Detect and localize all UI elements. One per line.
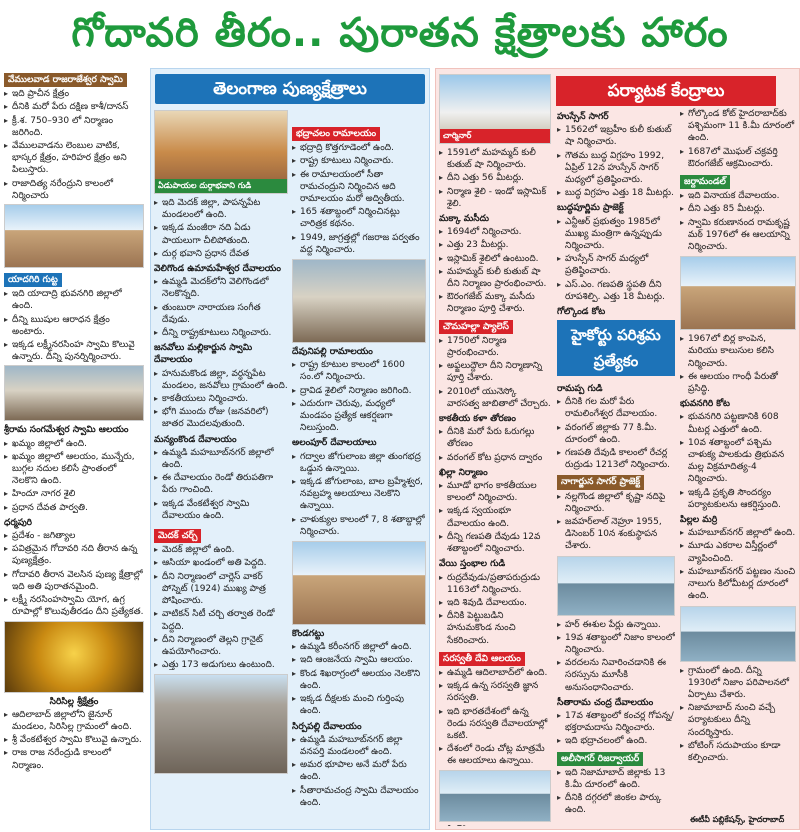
- list-item: ▸ ఇక్కడ జోగులాంబ, బాల బ్రహ్మేశ్వర, నవబ్రహ్మ ఆలయాలు నెలకొని ఉన్నాయి.: [292, 476, 426, 513]
- list-item: ▸ గణపతి దేవుడి కాలంలో రేచర్ల రుద్రుడు 1213లో నిర్మించారు.: [557, 447, 675, 471]
- list-item: ▸ ఎత్తు 173 అడుగులు ఉంటుంది.: [154, 659, 288, 671]
- section-title: పిల్లల మర్రి: [680, 515, 718, 526]
- list-item: ▸ ఈ ఆలయం గాంధీ పేరుతో ప్రసిద్ధి.: [680, 371, 796, 395]
- bullet-list: [680, 411, 796, 511]
- sirisilla-deity-photo: [4, 621, 144, 693]
- list-item: ▸ మూడు ఎకరాల విస్తీర్ణంలో వ్యాపించింది.: [680, 540, 796, 564]
- section-title: వేయి స్తంభాల గుడి: [439, 559, 506, 570]
- section-title: భువనగిరి కోట: [680, 399, 730, 410]
- list-item: ▸ గోల్కొండ కోట్ హైదరాబాద్‌కు పశ్చిమంగా 11 కి.మీ దూరంలో ఉంది.: [680, 108, 796, 145]
- list-item: ▸ గద్వాల జోగులాంబ జిల్లా తుంగభద్ర ఒడ్డున ఉన్నాయి.: [292, 451, 426, 475]
- section-title: సిర్పపల్లి దేవాలయం: [292, 721, 362, 732]
- section-title: సరస్వతీ దేవి ఆలయం: [439, 652, 525, 666]
- list-item: ▸ దుర్గ భవాని ప్రధాన దేవత: [154, 248, 288, 260]
- list-item: ▸ ఇది మెదక్ జిల్లా, పాపన్నపేట మండలంలో ఉంది.: [154, 197, 288, 221]
- section-title: వేములవాడ రాజరాజేశ్వర స్వామి: [4, 73, 127, 87]
- list-item: ▸ మహబూబ్‌నగర్ జిల్లాలో ఉంది.: [680, 527, 796, 539]
- section-title: రామప్ప గుడి: [557, 384, 603, 394]
- bullet-list: [4, 288, 144, 363]
- list-item: ▸ ఖమ్మం జిల్లాలో ఉంది.: [4, 438, 144, 450]
- bullet-list: [292, 451, 426, 538]
- list-item: ▸ అమర భూపాల అనే మరో పేరు ఉంది.: [292, 759, 426, 783]
- column-5: [557, 108, 675, 318]
- list-item: ▸ జవహర్‌లాల్ నెహ్రూ 1955, డిసెంబర్ 10న శంకుస్థాపన చేశారు.: [557, 516, 675, 553]
- list-item: ▸ దీన్ని రాష్ట్రకూటులు నిర్మించారు.: [154, 327, 288, 339]
- list-item: ▸ రాష్ట్ర కూటులు నిర్మించారు.: [292, 155, 426, 167]
- list-item: ▸ కొండ శిఖరాగ్రంలో ఆలయం నెలకొని ఉంది.: [292, 668, 426, 692]
- list-item: ▸ భువనగిరి పట్టణానికి 608 మీటర్ల ఎత్తులో ఉంది.: [680, 411, 796, 435]
- list-item: ▸ చాళుక్యుల కాలంలో 7, 8 శతాబ్దాల్లో నిర్మించారు.: [292, 514, 426, 538]
- photo-caption: చార్మినార్: [440, 129, 550, 143]
- bullet-list: [292, 734, 426, 809]
- list-item: ▸ లక్ష్మీ నరసింహస్వామి యోగ, ఉగ్ర రూపాల్లో కొలువుతీరడం దీని ప్రత్యేకత.: [4, 594, 144, 618]
- kondagattu-temple-photo: [292, 541, 426, 625]
- bullet-list: [557, 491, 675, 553]
- list-item: ▸ క్రీ.శ. 750–930 లో నిర్మాణం జరిగింది.: [4, 115, 144, 139]
- section-title: గోల్కొండ కోట: [557, 307, 606, 318]
- section-title: హుస్సేన్ సాగర్: [557, 112, 609, 122]
- list-item: ▸ ఉమ్మడి మెదక్‌లోని వెలిగొండలో నెలకొన్నది.: [154, 276, 288, 300]
- list-item: ▸ ఇది ప్రాచీన క్షేత్రం: [4, 88, 144, 100]
- list-item: ▸ 1967లో బిర్ల కాంపెన, మరియు కాలుసుల కలిసి నిర్మించారు.: [680, 333, 796, 370]
- list-item: ▸ భద్రాద్రి కొత్తగూడెంలో ఉంది.: [292, 142, 426, 154]
- section-title: కొండగట్టు: [292, 629, 325, 640]
- nagarjuna-sagar-dam-photo: [557, 556, 675, 616]
- section-title: అలంపూర్ దేవాలయాలు: [292, 438, 377, 449]
- column-5b: [557, 380, 675, 828]
- bullet-list: [680, 333, 796, 395]
- bullet-list: [680, 527, 796, 602]
- bullet-list: [439, 335, 551, 410]
- bullet-list: [154, 447, 288, 522]
- bullet-list: [439, 426, 551, 464]
- bullet-list: [154, 197, 288, 260]
- list-item: ▸ ఇది నిజామాబాద్ జిల్లాకు 13 కి.మీ దూరంలో ఉంది.: [557, 767, 675, 791]
- list-item: ▸ ఇది వినాయక దేవాలయం.: [680, 190, 796, 202]
- list-item: ▸ రాష్ట్ర కూటుల కాలంలో 1600 సం.లో నిర్మించారు.: [292, 359, 426, 383]
- list-item: ▸ కాకతీయులు నిర్మించారు.: [154, 393, 288, 405]
- list-item: ▸ ఇక్కడ లక్ష్మీనరసింహ స్వామి కొలువై ఉన్నారు. దీన్ని పునర్నిర్మించారు.: [4, 339, 144, 363]
- list-item: ▸ 2010లో యునెస్కో వారసత్వ జాబితాలో చేర్చారు.: [439, 386, 551, 410]
- section-title: దేవునిపల్లి రామాలయం: [292, 347, 373, 358]
- list-item: ▸ హిందూ నాగర శైలి: [4, 488, 144, 500]
- list-item: ▸ నల్లగొండ జిల్లాలో కృష్ణా నదిపై నిర్మించారు.: [557, 491, 675, 515]
- bullet-list: [4, 530, 144, 618]
- list-item: ▸ ద్రావిడ శైలిలో నిర్మాణం జరిగింది.: [292, 385, 426, 397]
- list-item: ▸ ఇక్కడ ఉన్న సరస్వతి జ్ఞాన సరస్వతి.: [439, 680, 551, 704]
- list-item: ▸ 1694లో నిర్మించారు.: [439, 226, 551, 238]
- section-title: శ్రీరామ సంగమేశ్వర స్వామి ఆలయం: [4, 425, 129, 436]
- section-title: జనవోలు మల్లికార్జున స్వామి దేవాలయం: [154, 343, 253, 366]
- list-item: ▸ ప్రధాన దేవత పార్వతి.: [4, 502, 144, 514]
- medak-church-photo: [154, 674, 288, 774]
- tourism-heading: పర్యాటక కేంద్రాలు: [556, 76, 776, 106]
- list-item: ▸ శ్రీ వేంకటేశ్వర స్వామి కొలువై ఉన్నారు.: [4, 734, 144, 746]
- list-item: ▸ అఫ్జలుద్దౌలా దీని నిర్మాణాన్ని పూర్తి చేశారు.: [439, 360, 551, 384]
- bullet-list: [680, 108, 796, 170]
- bullet-list: [680, 190, 796, 253]
- list-item: ▸ ఉమ్మడి కరీంనగర్ జిల్లాలో ఉంది.: [292, 641, 426, 653]
- page-title: గోదావరి తీరం.. పురాతన క్షేత్రాలకు హారం: [71, 10, 729, 56]
- list-item: ▸ దీన్ని గణపతి దేవుడు 12వ శతాబ్దంలో నిర్మించారు.: [439, 531, 551, 555]
- list-item: ▸ మహమ్మద్ కులీ కుతుబ్ షా దీని నిర్మాణం ప్రారంభించారు.: [439, 266, 551, 290]
- list-item: ▸ గౌతమ బుద్ధ విగ్రహం 1992, ఏప్రిల్ 12న హుస్సేన్ సాగర్ మధ్యలో ప్రతిష్ఠించారు.: [557, 150, 675, 187]
- list-item: ▸ నిజామాబాద్ నుంచి వచ్చే పర్యాటకులు దీన్ని సందర్శిస్తారు.: [680, 702, 796, 739]
- list-item: ▸ ఖమ్మం జిల్లాలో ఆలయం, మున్నేరు, బుగ్గల నదుల కలిసే ప్రాంతంలో నెలకొని ఉంది.: [4, 451, 144, 488]
- bullet-list: [154, 368, 288, 431]
- list-item: ▸ ఇది భారతదేశంలో ఉన్న రెండు సరస్వతి దేవాలయాల్లో ఒకటి.: [439, 706, 551, 743]
- list-item: ▸ ఇక్కడ స్వయంభూ దేవాలయం ఉంది.: [439, 505, 551, 529]
- alisagar-reservoir-photo: [680, 606, 796, 662]
- list-item: ▸ వరంగల్ కోట ప్రధాన ద్వారం: [439, 452, 551, 464]
- column-1: [4, 70, 144, 830]
- list-item: ▸ ఇక్కడ దీక్షలకు మంచి గుర్తింపు ఉంది.: [292, 693, 426, 717]
- list-item: ▸ దీనికి మరో పేరు దక్షిణ కాశీ/దానస్: [4, 101, 144, 113]
- column-2: [154, 110, 288, 828]
- list-item: ▸ 17వ శతాబ్దంలో కంచర్ల గోపన్న/భక్తరామదాసు నిర్మించారు.: [557, 710, 675, 734]
- list-item: ▸ దీనికి గల మరో పేరు రామలింగేశ్వర దేవాలయం.: [557, 396, 675, 420]
- bullet-list: [557, 767, 675, 817]
- list-item: ▸ ఇక్కడి ప్రకృతి సౌందర్యం పర్యాటకులను ఆకర్షిస్తుంది.: [680, 487, 796, 511]
- list-item: ▸ ఎస్.ఎం. గణపతి స్థపతి దీని రూపశిల్పి. ఎత్తు 18 మీటర్లు.: [557, 279, 675, 303]
- section-title: భద్రాచలం రామాలయం: [292, 127, 380, 141]
- section-title: నాగార్జున సాగర్ ప్రాజెక్ట్: [557, 475, 644, 489]
- shamirpet-lake-photo: [439, 770, 551, 822]
- list-item: ▸ ఎదురుగా చెరువు, మధ్యలో మండపం ప్రత్యేక ఆకర్షణగా నిలుస్తుంది.: [292, 398, 426, 435]
- list-item: ▸ బోటింగ్ సదుపాయం కూడా కల్పించారు.: [680, 740, 796, 764]
- section-title: బుద్ధపూర్ణిమ ప్రాజెక్ట్: [557, 203, 624, 214]
- highcourt-heading: హైకోర్టు పరిశ్రమ ప్రత్యేకం: [557, 320, 675, 376]
- column-6: [680, 108, 796, 814]
- list-item: ▸ వాటికన్ సిటీ చర్చి తర్వాత రెండో పెద్దది.: [154, 608, 288, 632]
- list-item: ▸ నిర్మాణ శైలి - ఇండో ఇస్లామిక్ శైలి.: [439, 186, 551, 210]
- bullet-list: [557, 710, 675, 748]
- list-item: ▸ దీనికి దగ్గరలో జింకల పార్కు ఉంది.: [557, 792, 675, 816]
- section-title: ఖిల్లా నిర్మాణం: [439, 467, 488, 478]
- column-3: [292, 124, 426, 828]
- bullet-list: [439, 572, 551, 647]
- section-title: అలీసాగర్ రిజర్వాయర్: [557, 752, 643, 766]
- list-item: ▸ ఇది యాదాద్రి భువనగిరి జిల్లాలో ఉంది.: [4, 288, 144, 312]
- list-item: ▸ హనుమకొండ జిల్లా, వర్ధన్నపేట మండలం, జనవోలు గ్రామంలో ఉంది.: [154, 368, 288, 392]
- list-item: ▸ గోదావరి తీరాన వెలసిన పుణ్య క్షేత్రాల్లో ఇది అతి పురాతనమైంది.: [4, 569, 144, 593]
- list-item: ▸ 1949, జాగ్రత్తల్లో గజరాజ పర్వతం వద్ద నిర్మించారు.: [292, 232, 426, 256]
- list-item: ▸ మహబూబ్‌నగర్ పట్టణం నుంచి నాలుగు కిలోమీటర్ల దూరంలో ఉంది.: [680, 566, 796, 603]
- list-item: ▸ ఎన్టీఆర్ ప్రభుత్వం 1985లో ముఖ్య మంత్రిగా ఉన్నప్పుడు నిర్మించారు.: [557, 216, 675, 253]
- list-item: ▸ 1562లో ఇబ్రహీం కులీ కుతుబ్ షా నిర్మించారు.: [557, 124, 675, 148]
- birla-mandir-photo: [680, 256, 796, 330]
- list-item: ▸ హుస్సేన్ సాగర్ మధ్యలో ప్రతిష్ఠించారు.: [557, 253, 675, 277]
- list-item: ▸ 1750లో నిర్మాణ ప్రారంభించారు.: [439, 335, 551, 359]
- section-title: ధర్మపురి: [4, 517, 33, 528]
- list-item: ▸ ఈ రామాలయంలో సీతా రామచంద్రుని నిర్మించిన ఆది రామాలయం మరో అద్వితీయ.: [292, 169, 426, 206]
- bullet-list: [557, 396, 675, 471]
- section-title: మెదక్ చర్చ్: [154, 529, 201, 543]
- section-title: [439, 825, 551, 826]
- list-item: ▸ దేశంలో రెండు చోట్ల మాత్రమే ఈ ఆలయాలు ఉన్నాయి.: [439, 743, 551, 767]
- bullet-list: [292, 142, 426, 256]
- list-item: ▸ ప్రదేశం - జగిత్యాల: [4, 530, 144, 542]
- list-item: ▸ ఉమ్మడి ఆదిలాబాద్‌లో ఉంది.: [439, 667, 551, 679]
- yadagirigutta-photo: [4, 365, 144, 421]
- bullet-list: [4, 438, 144, 514]
- list-item: ▸ ఈ దేవాలయం రెండో తిరుపతిగా పేరు గాంచింది.: [154, 472, 288, 496]
- list-item: ▸ ఇది భద్రాచలంలో ఉంది.: [557, 735, 675, 747]
- list-item: ▸ దీని నిర్మాణంలో చార్లెస్ వాకర్ పోస్నెట్ (1924) ముఖ్య పాత్ర పోషించారు.: [154, 571, 288, 608]
- list-item: ▸ స్వామి కరుణానంద రామకృష్ణ మఠ్ 1976లో ఈ ఆలయాన్ని నిర్మించారు.: [680, 217, 796, 254]
- list-item: ▸ ఆదిలాబాద్ జిల్లాలోని జైనూర్ మండలం, సిరిసిల్ల గ్రామంలో ఉంది.: [4, 709, 144, 733]
- list-item: ▸ ఔరంగజేబ్ మక్కా మసీదు నిర్మాణం పూర్తి చేశారు.: [439, 291, 551, 315]
- list-item: ▸ గ్రామంలో ఉంది. దీన్ని 1930లో నిజాం పరిపాలనలో ఏర్పాటు చేశారు.: [680, 665, 796, 702]
- bullet-list: [557, 124, 675, 199]
- section-title: మన్యంకొండ దేవాలయం: [154, 434, 237, 445]
- list-item: ▸ హర్ ఈశుల పేర్లు ఉన్నాయి.: [557, 619, 675, 631]
- section-title: జర్దామండల్: [680, 175, 730, 189]
- list-item: ▸ రాజ రాజ నరేంద్రుడి కాలంలో నిర్మాణం.: [4, 747, 144, 771]
- list-item: ▸ రుద్రదేవుడు/ప్రతాపరుద్రుడు 1163లో నిర్మించారు.: [439, 572, 551, 596]
- list-item: ▸ బుద్ధ విగ్రహం ఎత్తు 18 మీటర్లు.: [557, 187, 675, 199]
- telangana-heading: తెలంగాణ పుణ్యక్షేత్రాలు: [155, 74, 425, 104]
- section-title: సిరిసిల్ల శ్రీక్షేత్రం: [49, 696, 99, 707]
- list-item: ▸ ఇది శివుడి దేవాలయం.: [439, 597, 551, 609]
- list-item: ▸ ఇక్కడ మంజీరా నది ఏడు పాయలుగా చీలిపోతుంది.: [154, 222, 288, 246]
- list-item: ▸ 1591లో మహమ్మద్ కులీ కుతుబ్ షా నిర్మించారు.: [439, 147, 551, 171]
- list-item: ▸ ఇక్కడ వేంకటేశ్వర స్వామి దేవాలయం ఉంది.: [154, 498, 288, 522]
- bullet-list: [439, 226, 551, 315]
- list-item: ▸ 19వ శతాబ్దంలో నిజాం కాలంలో నిర్మించారు.: [557, 632, 675, 656]
- list-item: ▸ 10వ శతాబ్దంలో పశ్చిమ చాళుక్య పాలకుడు త్రిభువన మల్ల విక్రమాదిత్య-4 నిర్మించారు.: [680, 437, 796, 486]
- bullet-list: [4, 709, 144, 772]
- bullet-list: [292, 359, 426, 434]
- devunipalli-temple-photo: [292, 259, 426, 343]
- bullet-list: [154, 276, 288, 339]
- section-title: సీతారామ చంద్ర దేవాలయం: [557, 697, 654, 708]
- list-item: ▸ దీని ఎత్తు 56 మీటర్లు.: [439, 172, 551, 184]
- bullet-list: [557, 619, 675, 694]
- section-title: వెలిగొండ ఉమామహేశ్వర దేవాలయం: [154, 264, 281, 275]
- charminar-photo: [439, 74, 551, 144]
- list-item: ▸ ఇది ఆంజనేయ స్వామి ఆలయం.: [292, 654, 426, 666]
- list-item: ▸ పవిత్రమైన గోదావరి నది తీరాన ఉన్న పుణ్యక్షేత్రం.: [4, 543, 144, 567]
- list-item: ▸ ఎత్తు 23 మీటర్లు.: [439, 239, 551, 251]
- list-item: ▸ రాజాదిత్య నరేంద్రుని కాలంలో నిర్మించారు: [4, 178, 144, 202]
- list-item: ▸ దీని ఎత్తు 85 మీటర్లు.: [680, 203, 796, 215]
- list-item: ▸ ఉమ్మడి మహబూబ్‌నగర్ జిల్లాలో ఉంది.: [154, 447, 288, 471]
- publication-credit: ఈటీవీ పబ్లికేషన్స్, హైదరాబాద్: [690, 815, 785, 824]
- section-title: మక్కా మసీదు: [439, 214, 490, 225]
- section-title: కాకతీయ కళా తోరణం: [439, 414, 516, 425]
- bullet-list: [680, 665, 796, 765]
- list-item: ▸ మెదక్ జిల్లాలో ఉంది.: [154, 544, 288, 556]
- bullet-list: [439, 147, 551, 210]
- list-item: ▸ వరంగల్ జిల్లాకు 77 కి.మీ. దూరంలో ఉంది.: [557, 422, 675, 446]
- list-item: ▸ దీనికి పెట్టుబడిని హనుమకొండ నుంచి సేకరించారు.: [439, 610, 551, 647]
- list-item: ▸ సీతారామచంద్ర స్వామి దేవాలయం ఉంది.: [292, 785, 426, 809]
- bullet-list: [439, 667, 551, 768]
- vemulawada-temple-photo: [4, 204, 144, 268]
- edupayala-photo: [154, 110, 288, 194]
- section-title: యాదగిరి గుట్ట: [4, 273, 62, 287]
- bullet-list: [4, 88, 144, 202]
- bullet-list: [557, 216, 675, 303]
- list-item: ▸ 165 శతాబ్దంలో నిర్మించినట్లు చారిత్రక కథనం.: [292, 206, 426, 230]
- list-item: ▸ తుంబురా నారాయణ సంగీత దేవుడు.: [154, 302, 288, 326]
- list-item: ▸ భోగి ముందు రోజు (జనవరిలో) జాతర మొదలవుతుంది.: [154, 406, 288, 430]
- bullet-list: [439, 480, 551, 555]
- list-item: ▸ వరదలను నివారించడానికి ఈ సరస్సును మూసీకి అనుసంధానించారు.: [557, 657, 675, 694]
- bullet-list: [154, 544, 288, 671]
- list-item: ▸ దీన్ని ఋషుల ఆరాధన క్షేత్రం అంటారు.: [4, 314, 144, 338]
- photo-caption: ఏడుపాయల దుర్గాభవాని గుడి: [155, 179, 287, 193]
- column-4: [439, 74, 551, 826]
- list-item: ▸ వేములవాడను లెంబుల వాటిక, భాస్కర క్షేత్రం, హరిహర క్షేత్రం అని పిలుస్తారు.: [4, 140, 144, 177]
- list-item: ▸ దీని నిర్మాణంలో తెల్లని గ్రానైట్ ఉపయోగించారు.: [154, 634, 288, 658]
- section-title: చౌమహల్లా ప్యాలెస్: [439, 320, 513, 334]
- list-item: ▸ ఉమ్మడి మహబూబ్‌నగర్ జిల్లా వనపర్తి మండలంలో ఉంది.: [292, 734, 426, 758]
- list-item: ▸ ఇస్లామిక్ శైలిలో ఉంటుంది.: [439, 253, 551, 265]
- bullet-list: [292, 641, 426, 717]
- list-item: ▸ ఆసియా ఖండంలో అతి పెద్దది.: [154, 557, 288, 569]
- list-item: ▸ మూడో భాగం కాకతీయుల కాలంలో నిర్మించారు.: [439, 480, 551, 504]
- list-item: ▸ 1687లో మొఘల్ చక్రవర్తి ఔరంగజేబ్ ఆక్రమించారు.: [680, 146, 796, 170]
- list-item: ▸ దీనికి మరో పేరు ఓరుగల్లు తోరణం: [439, 426, 551, 450]
